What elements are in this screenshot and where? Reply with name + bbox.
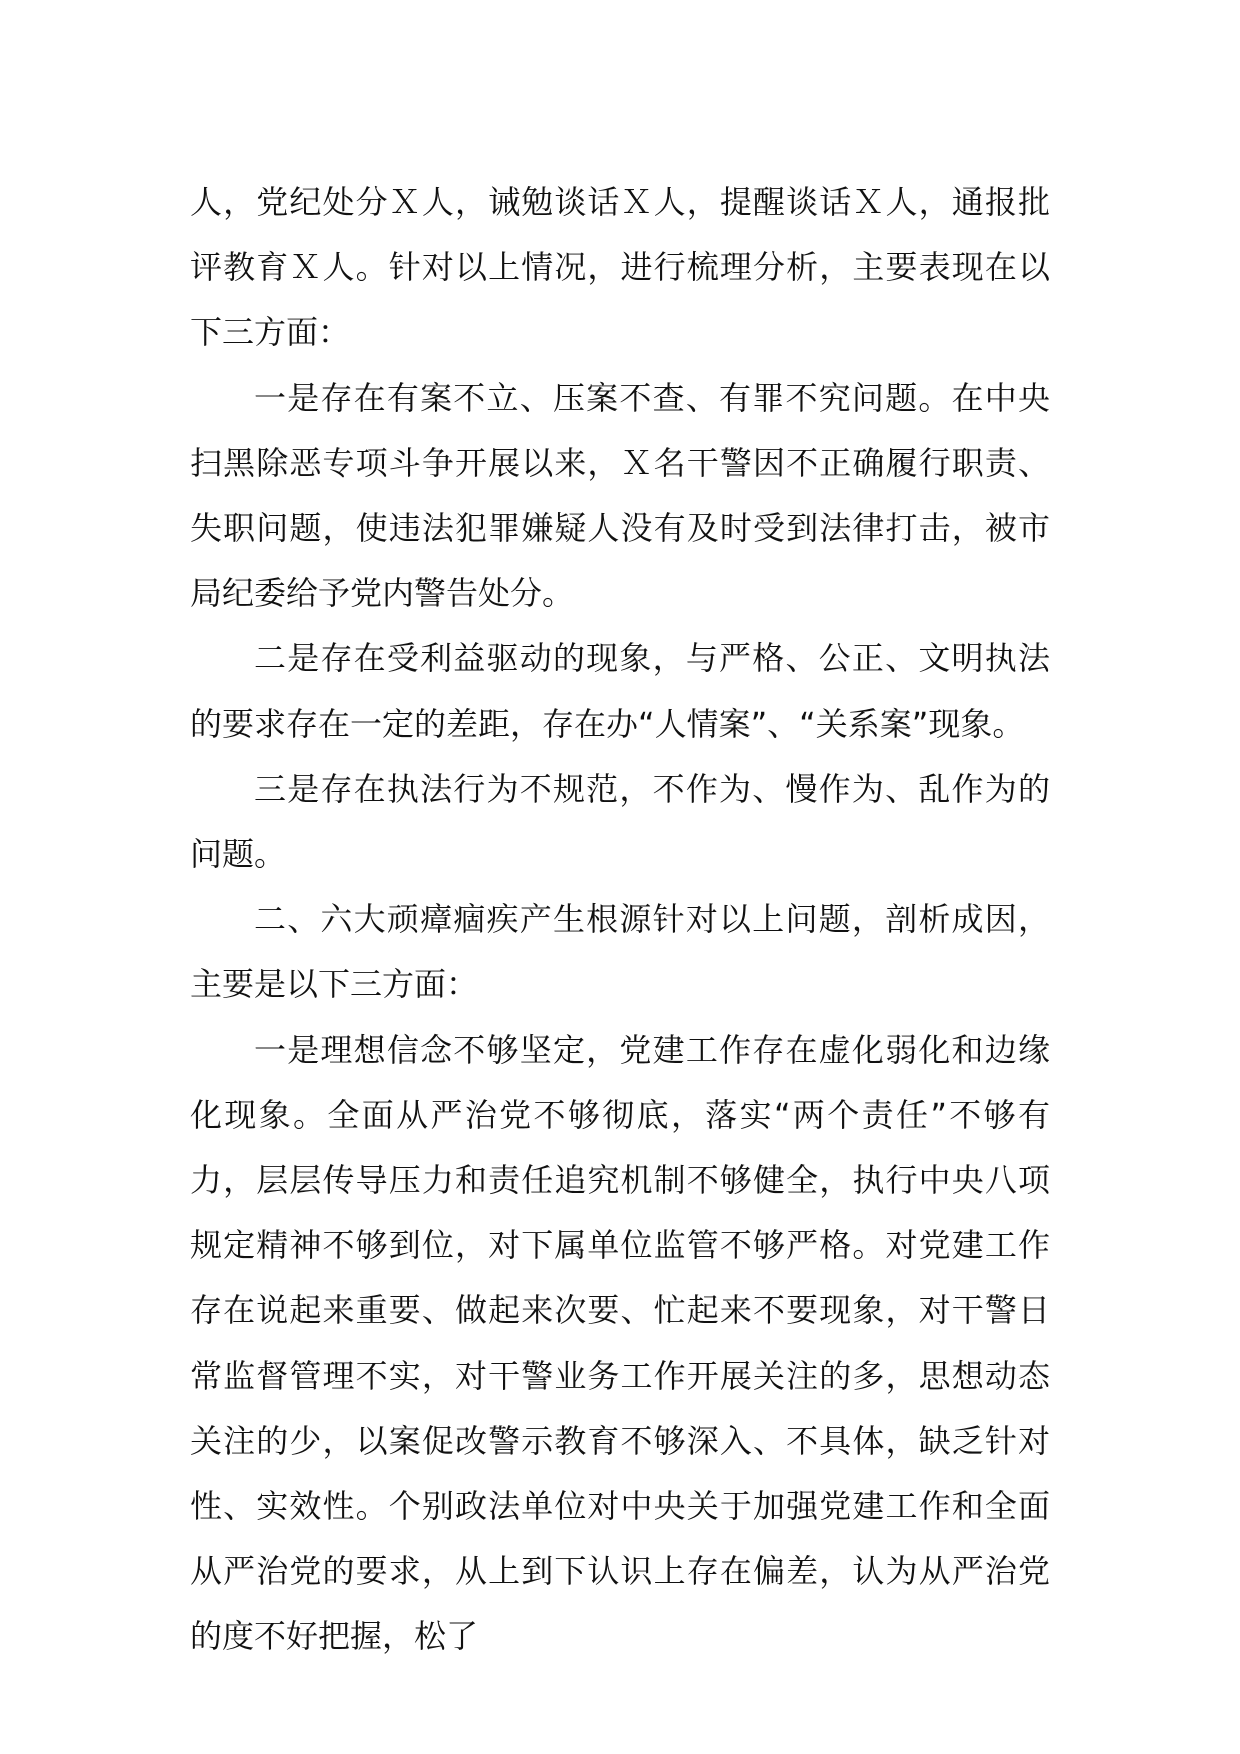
section-heading-paragraph: 二、六大顽瘴痼疾产生根源针对以上问题，剖析成因，主要是以下三方面： — [190, 900, 1050, 1004]
document-body — [190, 170, 1050, 1670]
paragraph-4: 三是存在执法行为不规范，不作为、慢作为、乱作为的问题。 — [190, 769, 1050, 874]
paragraph-2: 一是存在有案不立、压案不查、有罪不究问题。在中央扫黑除恶专项斗争开展以来，Ｘ名干警因不正确履行职责、失职问题，使违法犯罪嫌疑人没有及时受到法律打击，被市局纪委给予党内警告处分。 — [190, 378, 1050, 613]
paragraph-6: 一是理想信念不够坚定，党建工作存在虚化弱化和边缘化现象。全面从严治党不够彻底，落实“两个责任”不够有力，层层传导压力和责任追究机制不够健全，执行中央八项规定精神不够到位，对下属单位监管不够严格。对党建工作存在说起来重要、做起来次要、忙起来不要现象，对干警日常监督管理不实，对干警业务工作开展关注的多，思想动态关注的少，以案促改警示教育不够深入、不具体，缺乏针对性、实效性。个别政法单位对中央关于加强党建工作和全面从严治党的要求，从上到下认识上存在偏差，认为从严治党的度不好把握，松了 — [190, 1030, 1050, 1656]
paragraph-1: 人，党纪处分Ｘ人，诫勉谈话Ｘ人，提醒谈话Ｘ人，通报批评教育Ｘ人。针对以上情况，进行梳理分析，主要表现在以下三方面： — [190, 183, 1050, 352]
paragraph-3: 二是存在受利益驱动的现象，与严格、公正、文明执法的要求存在一定的差距，存在办“人情案”、“关系案”现象。 — [190, 639, 1050, 743]
